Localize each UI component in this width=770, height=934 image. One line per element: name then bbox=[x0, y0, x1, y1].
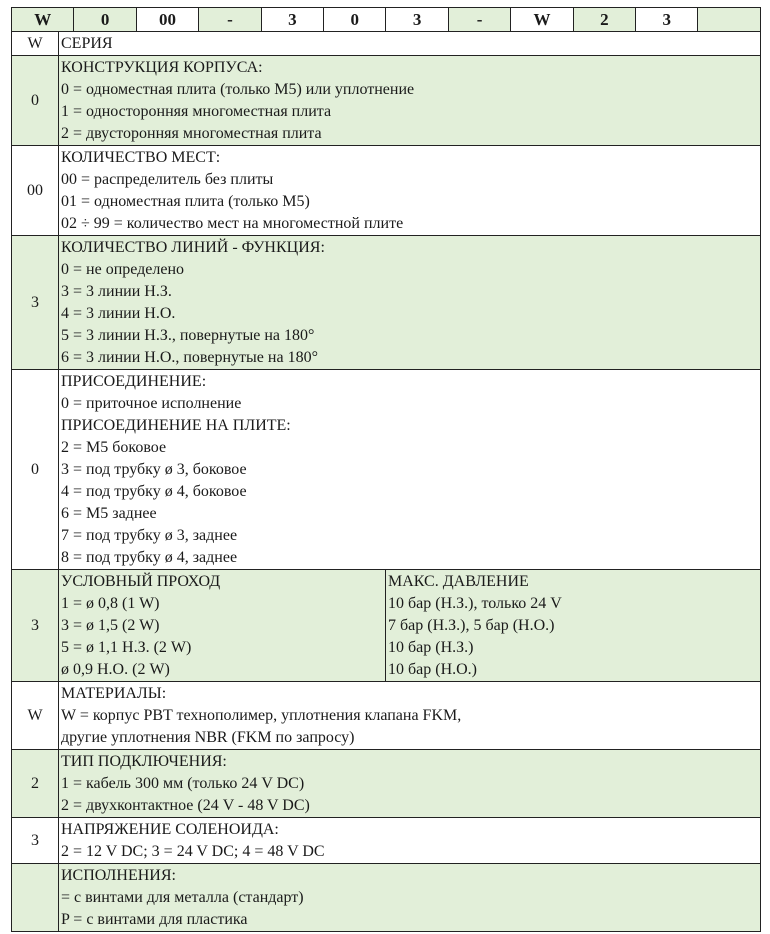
section-code-value: 00 bbox=[12, 146, 59, 236]
option-line: 01 = одноместная плита (только M5) bbox=[61, 193, 310, 210]
section-heading: ИСПОЛНЕНИЯ: bbox=[61, 867, 176, 884]
section-code-value: W bbox=[12, 682, 59, 750]
section-code-value bbox=[12, 864, 59, 932]
option-line: 8 = под трубку ø 4, заднее bbox=[61, 549, 238, 566]
code-cell: W bbox=[511, 8, 573, 32]
code-section-row bbox=[12, 146, 761, 236]
option-line: 00 = распределитель без плиты bbox=[61, 171, 274, 188]
option-line: 4 = под трубку ø 4, боковое bbox=[61, 483, 247, 500]
code-cell: 2 bbox=[573, 8, 635, 32]
section-description bbox=[59, 864, 761, 932]
section-code-value: 3 bbox=[12, 570, 59, 682]
section-heading: КОЛИЧЕСТВО МЕСТ: bbox=[61, 149, 221, 166]
code-section-row bbox=[12, 32, 761, 56]
option-line: 02 ÷ 99 = количество мест на многоместной плите bbox=[61, 215, 404, 232]
option-line: 2 = двухконтактное (24 V - 48 V DC) bbox=[61, 797, 310, 814]
section-description bbox=[59, 370, 761, 570]
option-line: другие уплотнения NBR (FKM по запросу) bbox=[61, 729, 355, 746]
section-code-value: W bbox=[12, 32, 59, 56]
code-cell: 0 bbox=[74, 8, 136, 32]
option-line: 6 = 3 линии Н.О., повернутые на 180° bbox=[61, 349, 318, 366]
code-explanation-table bbox=[11, 31, 761, 932]
code-cell: 0 bbox=[324, 8, 386, 32]
ordering-code-document bbox=[11, 7, 761, 932]
nominal-bore-column bbox=[59, 570, 386, 681]
option-line: 6 = M5 заднее bbox=[61, 505, 157, 522]
code-section-row bbox=[12, 818, 761, 864]
code-cell: 00 bbox=[136, 8, 198, 32]
option-line: 7 бар (Н.З.), 5 бар (Н.О.) bbox=[388, 617, 555, 634]
option-line: 3 = ø 1,5 (2 W) bbox=[61, 617, 160, 634]
option-line: P = с винтами для пластика bbox=[61, 911, 248, 928]
option-line: 10 бар (Н.З.) bbox=[388, 639, 474, 656]
option-line: W = корпус PBT технополимер, уплотнения клапана FKM, bbox=[61, 707, 462, 724]
section-heading: КОНСТРУКЦИЯ КОРПУСА: bbox=[61, 59, 263, 76]
option-line: 5 = ø 1,1 Н.З. (2 W) bbox=[61, 639, 192, 656]
section-heading: ПРИСОЕДИНЕНИЕ: bbox=[61, 373, 207, 390]
option-line: 1 = односторонняя многоместная плита bbox=[61, 103, 332, 120]
code-cell: 3 bbox=[386, 8, 448, 32]
code-section-row bbox=[12, 56, 761, 146]
code-cell: - bbox=[199, 8, 261, 32]
option-line: = с винтами для металла (стандарт) bbox=[61, 889, 304, 906]
section-description bbox=[59, 570, 761, 682]
code-section-row bbox=[12, 682, 761, 750]
code-cell: - bbox=[448, 8, 510, 32]
code-cell: W bbox=[12, 8, 74, 32]
option-line: 1 = ø 0,8 (1 W) bbox=[61, 595, 160, 612]
code-cell: 3 bbox=[636, 8, 698, 32]
option-line: 1 = кабель 300 мм (только 24 V DC) bbox=[61, 775, 305, 792]
code-section-row bbox=[12, 236, 761, 370]
option-line: 0 = не определено bbox=[61, 261, 185, 278]
ordering-code-header bbox=[11, 7, 761, 32]
option-line: ПРИСОЕДИНЕНИЕ НА ПЛИТЕ: bbox=[61, 417, 291, 434]
section-description bbox=[59, 236, 761, 370]
section-heading: НАПРЯЖЕНИЕ СОЛЕНОИДА: bbox=[61, 821, 279, 838]
section-heading: МАКС. ДАВЛЕНИЕ bbox=[388, 573, 529, 590]
option-line: ø 0,9 Н.О. (2 W) bbox=[61, 661, 170, 678]
option-line: 4 = 3 линии Н.О. bbox=[61, 305, 176, 322]
option-line: 10 бар (Н.З.), только 24 V bbox=[388, 595, 562, 612]
code-cell: 3 bbox=[261, 8, 323, 32]
option-line: 2 = M5 боковое bbox=[61, 439, 167, 456]
section-code-value: 3 bbox=[12, 236, 59, 370]
max-pressure-column bbox=[386, 570, 760, 681]
section-code-value: 3 bbox=[12, 818, 59, 864]
option-line: 3 = 3 линии Н.З. bbox=[61, 283, 172, 300]
option-line: 7 = под трубку ø 3, заднее bbox=[61, 527, 238, 544]
code-section-row bbox=[12, 750, 761, 818]
section-description bbox=[59, 32, 761, 56]
code-cell bbox=[698, 8, 761, 32]
code-section-row bbox=[12, 570, 761, 682]
section-code-value: 0 bbox=[12, 370, 59, 570]
option-line: 0 = одноместная плита (только M5) или уплотнение bbox=[61, 81, 415, 98]
section-description bbox=[59, 750, 761, 818]
section-code-value: 0 bbox=[12, 56, 59, 146]
section-heading: СЕРИЯ bbox=[61, 35, 113, 52]
section-description bbox=[59, 818, 761, 864]
section-heading: ТИП ПОДКЛЮЧЕНИЯ: bbox=[61, 753, 227, 770]
option-line: 0 = приточное исполнение bbox=[61, 395, 242, 412]
section-description bbox=[59, 682, 761, 750]
option-line: 2 = 12 V DC; 3 = 24 V DC; 4 = 48 V DC bbox=[61, 843, 325, 860]
section-heading: КОЛИЧЕСТВО ЛИНИЙ - ФУНКЦИЯ: bbox=[61, 239, 325, 256]
section-description bbox=[59, 146, 761, 236]
section-description bbox=[59, 56, 761, 146]
section-code-value: 2 bbox=[12, 750, 59, 818]
option-line: 3 = под трубку ø 3, боковое bbox=[61, 461, 247, 478]
code-section-row bbox=[12, 864, 761, 932]
option-line: 2 = двусторонняя многоместная плита bbox=[61, 125, 322, 142]
section-heading: МАТЕРИАЛЫ: bbox=[61, 685, 167, 702]
section-heading: УСЛОВНЫЙ ПРОХОД bbox=[61, 573, 221, 590]
code-section-row bbox=[12, 370, 761, 570]
option-line: 5 = 3 линии Н.З., повернутые на 180° bbox=[61, 327, 315, 344]
option-line: 10 бар (Н.О.) bbox=[388, 661, 478, 678]
